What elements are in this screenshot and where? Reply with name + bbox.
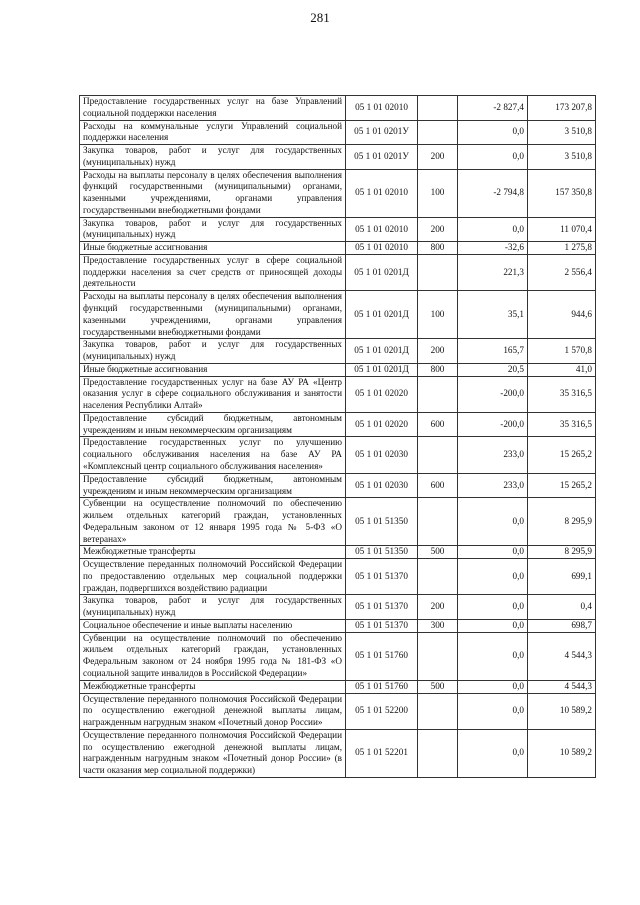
row-change-amount: 0,0 [458, 693, 528, 729]
row-expense-type: 200 [418, 339, 458, 364]
row-change-amount: 0,0 [458, 546, 528, 559]
row-name: Закупка товаров, работ и услуг для государственных (муниципальных) нужд [80, 595, 346, 620]
row-code: 05 1 01 51760 [346, 632, 418, 680]
row-code: 05 1 01 02010 [346, 169, 418, 217]
row-expense-type [418, 498, 458, 546]
row-name: Закупка товаров, работ и услуг для государственных (муниципальных) нужд [80, 217, 346, 242]
row-code: 05 1 01 0201У [346, 145, 418, 170]
row-name: Расходы на выплаты персоналу в целях обеспечения выполнения функций государственными (муниципальными) органами, казенными учреждениями, органами управления государственными внебюджетными фондами [80, 169, 346, 217]
row-expense-type [418, 120, 458, 145]
row-code: 05 1 01 51370 [346, 619, 418, 632]
row-name: Предоставление государственных услуг на базе Управлений социальной поддержки населения [80, 96, 346, 121]
row-change-amount: -32,6 [458, 242, 528, 255]
row-total-amount: 698,7 [528, 619, 596, 632]
row-total-amount: 8 295,9 [528, 498, 596, 546]
row-code: 05 1 01 02020 [346, 376, 418, 412]
row-total-amount: 3 510,8 [528, 120, 596, 145]
row-change-amount: 221,3 [458, 254, 528, 290]
table-row [80, 412, 596, 437]
row-total-amount: 944,6 [528, 291, 596, 339]
row-change-amount: 0,0 [458, 498, 528, 546]
row-change-amount: 165,7 [458, 339, 528, 364]
table-row [80, 680, 596, 693]
row-total-amount: 1 570,8 [528, 339, 596, 364]
row-code: 05 1 01 02010 [346, 96, 418, 121]
table-row [80, 376, 596, 412]
row-expense-type [418, 96, 458, 121]
row-code: 05 1 01 0201Д [346, 254, 418, 290]
row-code: 05 1 01 02030 [346, 437, 418, 473]
row-change-amount: 0,0 [458, 729, 528, 777]
row-change-amount: 233,0 [458, 473, 528, 498]
row-expense-type: 200 [418, 217, 458, 242]
row-name: Осуществление переданного полномочия Российской Федерации по осуществлению ежегодной денежной выплаты лицам, награжденным нагрудным знаком «Почетный донор России» [80, 693, 346, 729]
row-code: 05 1 01 52200 [346, 693, 418, 729]
row-code: 05 1 01 0201У [346, 120, 418, 145]
row-code: 05 1 01 51370 [346, 559, 418, 595]
budget-table [79, 95, 596, 778]
budget-table-body [80, 96, 596, 778]
row-change-amount: 0,0 [458, 559, 528, 595]
row-name: Расходы на выплаты персоналу в целях обеспечения выполнения функций государственными (муниципальными) органами, казенными учреждениями, органами управления государственными внебюджетными фондами [80, 291, 346, 339]
table-row [80, 693, 596, 729]
table-row [80, 437, 596, 473]
row-total-amount: 173 207,8 [528, 96, 596, 121]
row-name: Расходы на коммунальные услуги Управлений социальной поддержки населения [80, 120, 346, 145]
row-total-amount: 4 544,3 [528, 680, 596, 693]
row-code: 05 1 01 0201Д [346, 291, 418, 339]
row-name: Межбюджетные трансферты [80, 546, 346, 559]
row-expense-type: 600 [418, 473, 458, 498]
row-total-amount: 0,4 [528, 595, 596, 620]
row-name: Социальное обеспечение и иные выплаты населению [80, 619, 346, 632]
table-row [80, 339, 596, 364]
row-change-amount: 233,0 [458, 437, 528, 473]
row-code: 05 1 01 02010 [346, 242, 418, 255]
row-expense-type [418, 254, 458, 290]
table-row [80, 473, 596, 498]
row-code: 05 1 01 51760 [346, 680, 418, 693]
row-name: Предоставление государственных услуг на базе АУ РА «Центр оказания услуг в сфере социального обслуживания и занятости населения Республики Алтай» [80, 376, 346, 412]
row-expense-type: 200 [418, 595, 458, 620]
row-expense-type [418, 437, 458, 473]
row-total-amount: 4 544,3 [528, 632, 596, 680]
row-name: Предоставление государственных услуг по улучшению социального обслуживания населения на базе АУ РА «Комплексный центр социального обслуживания населения» [80, 437, 346, 473]
row-expense-type: 300 [418, 619, 458, 632]
row-expense-type: 100 [418, 291, 458, 339]
row-change-amount: 35,1 [458, 291, 528, 339]
table-row [80, 595, 596, 620]
row-expense-type: 100 [418, 169, 458, 217]
row-expense-type [418, 559, 458, 595]
row-code: 05 1 01 51350 [346, 498, 418, 546]
row-code: 05 1 01 52201 [346, 729, 418, 777]
row-code: 05 1 01 51370 [346, 595, 418, 620]
table-row [80, 217, 596, 242]
table-row [80, 96, 596, 121]
table-row [80, 559, 596, 595]
row-total-amount: 2 556,4 [528, 254, 596, 290]
row-total-amount: 35 316,5 [528, 376, 596, 412]
row-total-amount: 1 275,8 [528, 242, 596, 255]
row-name: Иные бюджетные ассигнования [80, 242, 346, 255]
row-expense-type: 600 [418, 412, 458, 437]
row-change-amount: 0,0 [458, 145, 528, 170]
table-row [80, 498, 596, 546]
row-name: Предоставление субсидий бюджетным, автономным учреждениям и иным некоммерческим организациям [80, 473, 346, 498]
row-total-amount: 35 316,5 [528, 412, 596, 437]
row-code: 05 1 01 51350 [346, 546, 418, 559]
row-expense-type [418, 693, 458, 729]
row-name: Закупка товаров, работ и услуг для государственных (муниципальных) нужд [80, 339, 346, 364]
table-row [80, 291, 596, 339]
row-change-amount: 20,5 [458, 363, 528, 376]
table-row [80, 145, 596, 170]
row-name: Осуществление переданного полномочия Российской Федерации по осуществлению ежегодной денежной выплаты лицам, награжденным нагрудным знаком «Почетный донор России» (в части оказания мер социальной поддержки) [80, 729, 346, 777]
row-expense-type [418, 632, 458, 680]
table-row [80, 729, 596, 777]
row-code: 05 1 01 02030 [346, 473, 418, 498]
row-change-amount: 0,0 [458, 619, 528, 632]
row-expense-type: 800 [418, 242, 458, 255]
table-row [80, 120, 596, 145]
row-change-amount: -2 827,4 [458, 96, 528, 121]
row-total-amount: 10 589,2 [528, 729, 596, 777]
row-total-amount: 15 265,2 [528, 473, 596, 498]
row-change-amount: 0,0 [458, 632, 528, 680]
row-total-amount: 41,0 [528, 363, 596, 376]
table-row [80, 546, 596, 559]
row-change-amount: -2 794,8 [458, 169, 528, 217]
table-row [80, 169, 596, 217]
row-change-amount: 0,0 [458, 680, 528, 693]
row-name: Иные бюджетные ассигнования [80, 363, 346, 376]
row-total-amount: 15 265,2 [528, 437, 596, 473]
row-total-amount: 8 295,9 [528, 546, 596, 559]
row-expense-type: 800 [418, 363, 458, 376]
row-code: 05 1 01 02020 [346, 412, 418, 437]
row-total-amount: 10 589,2 [528, 693, 596, 729]
row-total-amount: 11 070,4 [528, 217, 596, 242]
row-change-amount: 0,0 [458, 120, 528, 145]
table-row [80, 632, 596, 680]
row-code: 05 1 01 02010 [346, 217, 418, 242]
row-total-amount: 699,1 [528, 559, 596, 595]
page-number: 281 [310, 10, 330, 25]
row-code: 05 1 01 0201Д [346, 363, 418, 376]
table-row [80, 254, 596, 290]
row-code: 05 1 01 0201Д [346, 339, 418, 364]
table-row [80, 242, 596, 255]
row-name: Межбюджетные трансферты [80, 680, 346, 693]
row-change-amount: 0,0 [458, 595, 528, 620]
table-row [80, 619, 596, 632]
row-name: Предоставление государственных услуг в сфере социальной поддержки населения за счет средств от приносящей доходы деятельности [80, 254, 346, 290]
row-name: Закупка товаров, работ и услуг для государственных (муниципальных) нужд [80, 145, 346, 170]
row-expense-type: 500 [418, 680, 458, 693]
row-total-amount: 157 350,8 [528, 169, 596, 217]
row-name: Осуществление переданных полномочий Российской Федерации по предоставлению отдельных мер социальной поддержки граждан, подвергшихся воздействию радиации [80, 559, 346, 595]
row-name: Субвенции на осуществление полномочий по обеспечению жильем отдельных категорий граждан, установленных Федеральным законом от 12 января 1995 года № 5-ФЗ «О ветеранах» [80, 498, 346, 546]
row-expense-type [418, 729, 458, 777]
table-row [80, 363, 596, 376]
row-total-amount: 3 510,8 [528, 145, 596, 170]
row-expense-type [418, 376, 458, 412]
row-change-amount: -200,0 [458, 376, 528, 412]
row-name: Предоставление субсидий бюджетным, автономным учреждениям и иным некоммерческим организациям [80, 412, 346, 437]
row-expense-type: 500 [418, 546, 458, 559]
row-change-amount: 0,0 [458, 217, 528, 242]
row-expense-type: 200 [418, 145, 458, 170]
row-change-amount: -200,0 [458, 412, 528, 437]
row-name: Субвенции на осуществление полномочий по обеспечению жильем отдельных категорий граждан, установленных Федеральным законом от 24 ноября 1995 года № 181-ФЗ «О социальной защите инвалидов в Российской Федерации» [80, 632, 346, 680]
